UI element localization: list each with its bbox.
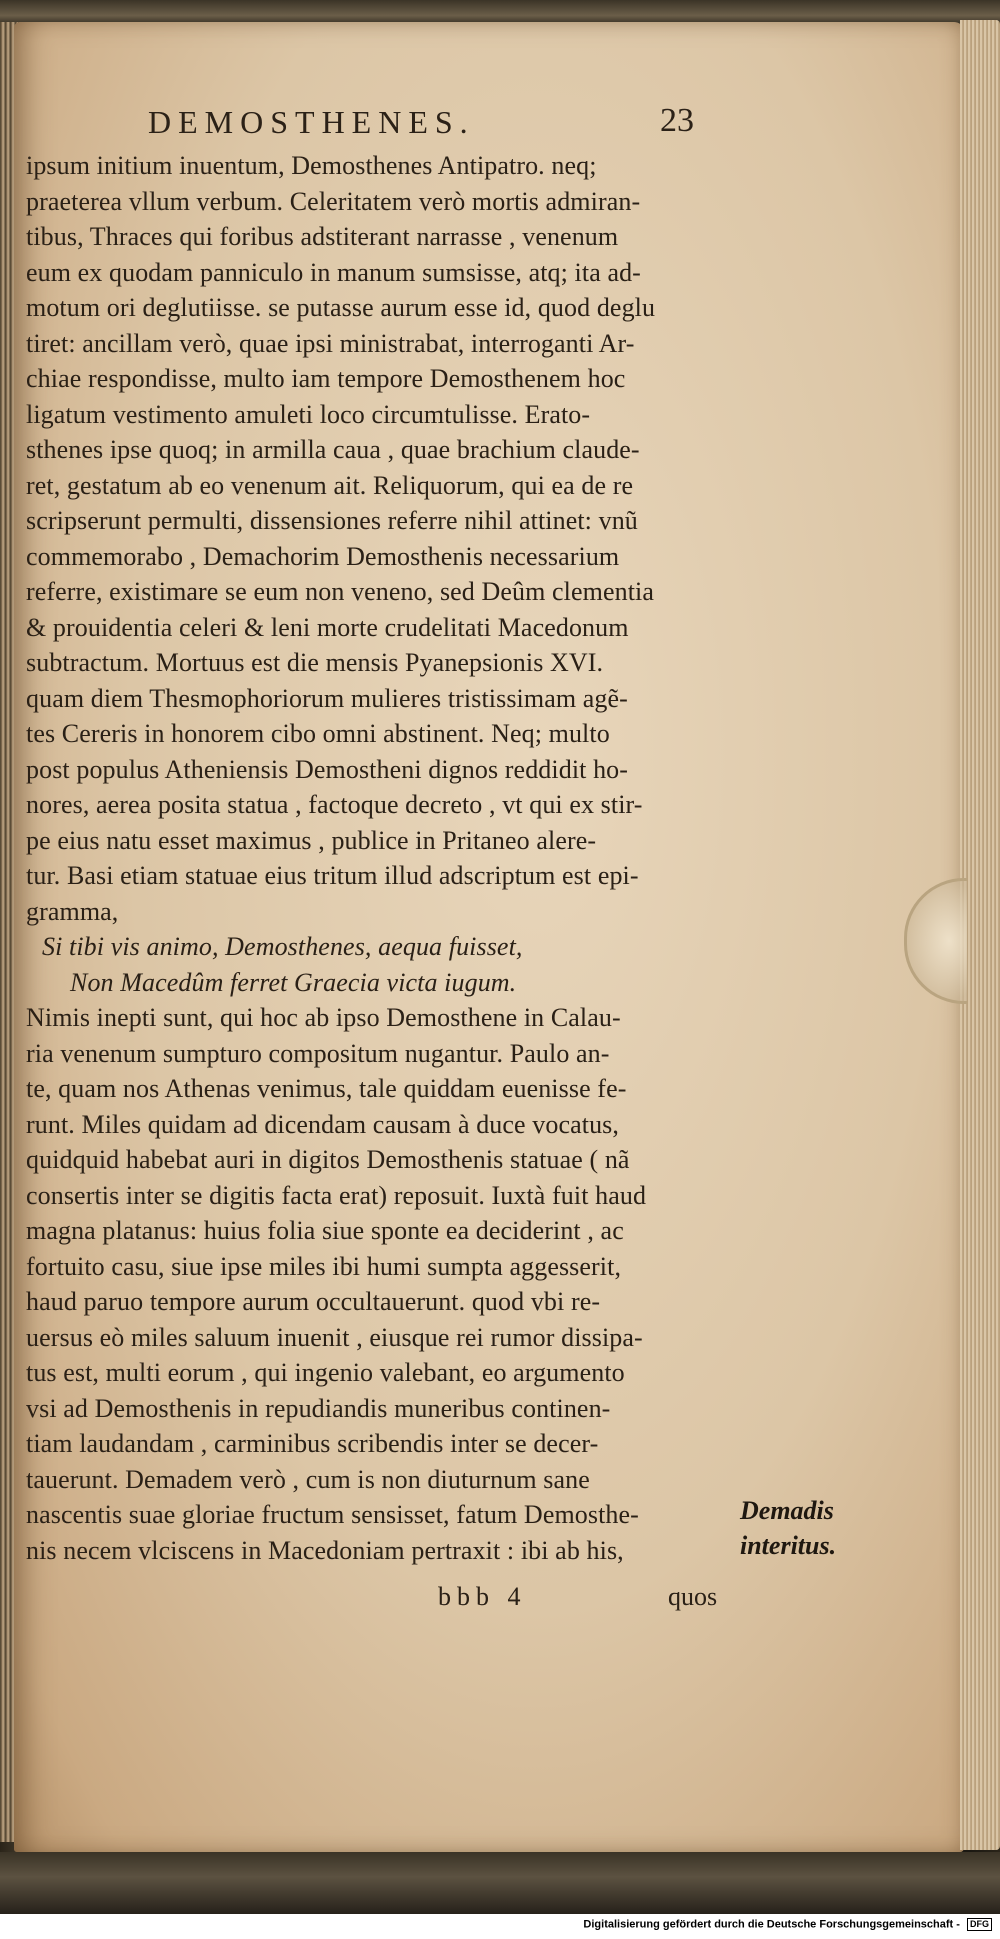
digitization-credit: [583, 1918, 992, 1931]
text-line: te, quam nos Athenas venimus, tale quiddam euenisse fe-: [26, 1074, 627, 1103]
text-line: subtractum. Mortuus est die mensis Pyanepsionis XVI.: [26, 648, 604, 677]
verse-line: Non Macedûm ferret Graecia victa iugum.: [70, 967, 517, 997]
text-line: praeterea vllum verbum. Celeritatem verò mortis admiran-: [26, 186, 641, 216]
catchword: quos: [668, 1582, 718, 1611]
text-line: Nimis inepti sunt, qui hoc ab ipso Demosthene in Calau-: [26, 1003, 621, 1032]
margin-note: interitus.: [740, 1531, 837, 1560]
text-line: nis necem vlciscens in Macedoniam pertraxit : ibi ab his,: [26, 1535, 624, 1565]
text-line: tes Cereris in honorem cibo omni abstinent. Neq; multo: [26, 719, 610, 748]
text-line: eum ex quodam panniculo in manum sumsisse, atq; ita ad-: [26, 257, 641, 287]
text-line: magna platanus: huius folia siue sponte ea deciderint , ac: [26, 1216, 624, 1245]
text-line: uersus eò miles saluum inuenit , eiusque rei rumor dissipa-: [26, 1322, 643, 1352]
text-line: quidquid habebat auri in digitos Demosthenis statuae ( nã: [26, 1145, 630, 1174]
text-line: ret, gestatum ab eo venenum ait. Reliquorum, qui ea de re: [26, 470, 634, 500]
text-line: ria venenum sumpturo compositum nugantur. Paulo an-: [26, 1038, 610, 1068]
text-line: quam diem Thesmophoriorum mulieres tristissimam agẽ-: [26, 683, 628, 713]
text-line: scripserunt permulti, dissensiones referre nihil attinet: vnũ: [26, 506, 638, 535]
text-line: fortuito casu, siue ipse miles ibi humi sumpta aggesserit,: [26, 1251, 622, 1281]
text-line: vsi ad Demosthenis in repudiandis muneribus continen-: [26, 1393, 611, 1423]
dfg-logo-icon: DFG: [967, 1918, 992, 1931]
text-line: pe eius natu esset maximus , publice in Pritaneo alere-: [26, 825, 597, 855]
text-line: tibus, Thraces qui foribus adstiterant narrasse , venenum: [26, 222, 619, 251]
page-number: 23: [660, 102, 694, 139]
page-text: [26, 148, 726, 1568]
text-line: & prouidentia celeri & leni morte crudelitati Macedonum: [26, 612, 629, 642]
text-line: motum ori deglutiisse. se putasse aurum esse id, quod deglu: [26, 293, 656, 322]
text-line: referre, existimare se eum non veneno, sed Deûm clementia: [26, 577, 654, 606]
text-line: ipsum initium inuentum, Demosthenes Antipatro. neq;: [26, 151, 597, 180]
credit-text: Digitalisierung gefördert durch die Deutsche Forschungsgemeinschaft -: [583, 1918, 960, 1931]
text-line: haud paruo tempore aurum occultauerunt. quod vbi re-: [26, 1287, 601, 1316]
text-line: gramma,: [26, 896, 119, 926]
text-line: ligatum vestimento amuleti loco circumtulisse. Erato-: [26, 399, 591, 429]
text-line: runt. Miles quidam ad dicendam causam à duce vocatus,: [26, 1109, 620, 1139]
text-line: tiam laudandam , carminibus scribendis inter se decer-: [26, 1429, 599, 1458]
text-line: commemorabo , Demachorim Demosthenis necessarium: [26, 541, 620, 571]
text-line: tus est, multi eorum , qui ingenio valebant, eo argumento: [26, 1358, 625, 1387]
text-line: tauerunt. Demadem verò , cum is non diuturnum sane: [26, 1464, 590, 1494]
text-line: tiret: ancillam verò, quae ipsi ministrabat, interroganti Ar-: [26, 328, 635, 358]
text-line: nores, aerea posita statua , factoque decreto , vt qui ex stir-: [26, 790, 643, 819]
running-head: DEMOSTHENES.: [148, 104, 475, 140]
text-line: tur. Basi etiam statuae eius tritum illud adscriptum est epi-: [26, 861, 639, 890]
margin-note: Demadis: [740, 1496, 834, 1525]
signature-mark: bbb 4: [438, 1582, 527, 1611]
text-line: post populus Atheniensis Demostheni dignos reddidit ho-: [26, 754, 629, 784]
text-line: sthenes ipse quoq; in armilla caua , quae brachium claude-: [26, 435, 640, 464]
text-line: nascentis suae gloriae fructum sensisset, fatum Demosthe-: [26, 1500, 639, 1529]
book-bottom-edge: [0, 1852, 1000, 1914]
text-line: chiae respondisse, multo iam tempore Demosthenem hoc: [26, 364, 626, 393]
verse-line: Si tibi vis animo, Demosthenes, aequa fuisset,: [42, 932, 523, 961]
text-line: consertis inter se digitis facta erat) reposuit. Iuxtà fuit haud: [26, 1180, 647, 1210]
